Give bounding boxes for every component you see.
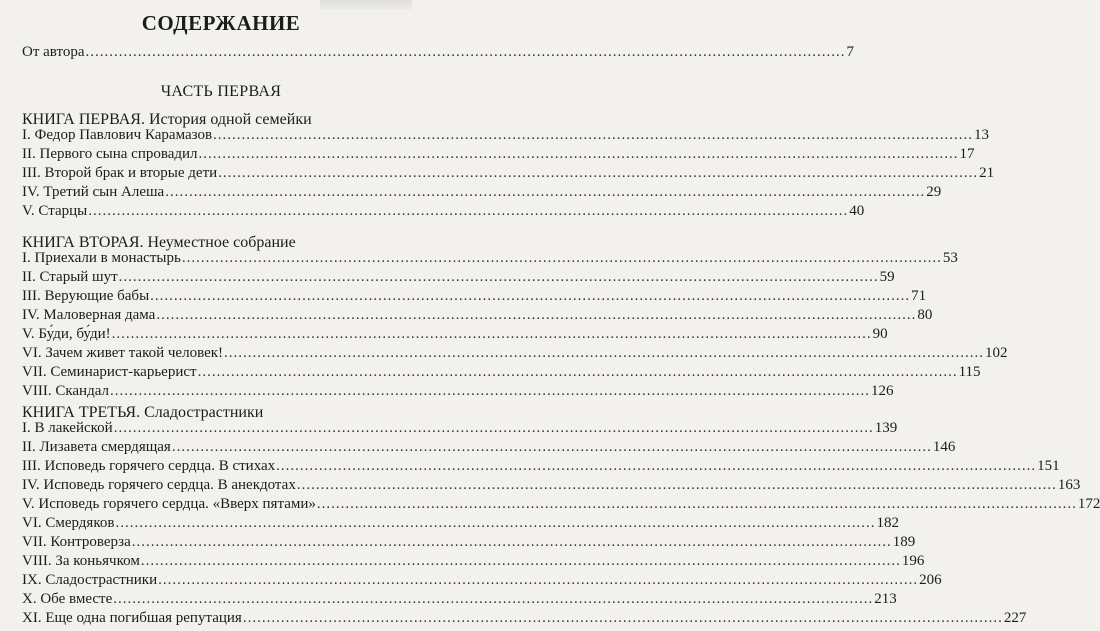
leader-dots: ................................................................................................................................................................ bbox=[113, 591, 874, 607]
toc-entry[interactable] bbox=[22, 572, 942, 592]
entry-label: VI. Смердяков bbox=[22, 515, 115, 531]
entry-label: VII. Контроверза bbox=[22, 534, 131, 550]
toc-entry[interactable] bbox=[22, 477, 1081, 497]
toc-entry[interactable] bbox=[22, 326, 888, 346]
toc-entry[interactable] bbox=[22, 553, 925, 573]
entry-label: IV. Третий сын Алеша bbox=[22, 184, 165, 200]
toc-entry[interactable] bbox=[22, 345, 1008, 365]
toc-entry[interactable] bbox=[22, 364, 981, 384]
entry-page: 59 bbox=[879, 269, 895, 285]
leader-dots: ................................................................................................................................................................ bbox=[150, 288, 911, 304]
toc-entry[interactable] bbox=[22, 439, 956, 459]
entry-page: 29 bbox=[926, 184, 942, 200]
entry-label: VII. Семинарист-карьерист bbox=[22, 364, 197, 380]
entry-page: 126 bbox=[870, 383, 894, 399]
entry-page: 146 bbox=[932, 439, 956, 455]
entry-label: I. Приехали в монастырь bbox=[22, 250, 181, 266]
entry-label: I. Федор Павлович Карамазов bbox=[22, 127, 213, 143]
entry-page: 90 bbox=[872, 326, 888, 342]
part-title: ЧАСТЬ ПЕРВАЯ bbox=[160, 83, 282, 100]
entry-label: V. Бу́ди, бу́ди! bbox=[22, 326, 111, 342]
leader-dots: ................................................................................................................................................................ bbox=[111, 326, 872, 342]
toc-entry[interactable] bbox=[22, 515, 899, 535]
leader-dots: ................................................................................................................................................................ bbox=[197, 364, 958, 380]
entry-label: II. Лизавета смердящая bbox=[22, 439, 171, 455]
entry-label: VIII. За коньячком bbox=[22, 553, 140, 569]
leader-dots: ................................................................................................................................................................ bbox=[158, 572, 919, 588]
leader-dots: ................................................................................................................................................................ bbox=[88, 203, 849, 219]
facing-page-edge bbox=[320, 0, 412, 10]
leader-dots: ................................................................................................................................................................ bbox=[115, 515, 876, 531]
toc-entry[interactable] bbox=[22, 534, 916, 554]
entry-label: III. Верующие бабы bbox=[22, 288, 150, 304]
leader-dots: ................................................................................................................................................................ bbox=[165, 184, 926, 200]
toc-entry[interactable] bbox=[22, 307, 933, 327]
entry-page: 7 bbox=[846, 44, 855, 60]
entry-page: 71 bbox=[911, 288, 927, 304]
toc-entry[interactable] bbox=[22, 591, 897, 611]
entry-label: IV. Маловерная дама bbox=[22, 307, 156, 323]
toc-entry[interactable] bbox=[22, 250, 958, 270]
entry-page: 213 bbox=[874, 591, 897, 607]
entry-page: 182 bbox=[876, 515, 899, 531]
toc-entry[interactable] bbox=[22, 610, 1027, 630]
entry-label: III. Второй брак и вторые дети bbox=[22, 165, 218, 181]
toc-entry[interactable] bbox=[22, 458, 1060, 478]
toc-entry[interactable] bbox=[22, 146, 975, 166]
entry-page: 227 bbox=[1003, 610, 1027, 626]
entry-page: 115 bbox=[958, 364, 981, 380]
toc-entry[interactable] bbox=[22, 496, 1100, 516]
entry-label: VI. Зачем живет такой человек! bbox=[22, 345, 224, 361]
book-heading: КНИГА ПЕРВАЯ. История одной семейки bbox=[22, 111, 312, 128]
leader-dots: ................................................................................................................................................................ bbox=[181, 250, 942, 266]
entry-page: 40 bbox=[849, 203, 865, 219]
entry-page: 53 bbox=[942, 250, 958, 266]
entry-page: 21 bbox=[979, 165, 995, 181]
book-heading: КНИГА ТРЕТЬЯ. Сладострастники bbox=[22, 404, 264, 421]
toc-entry[interactable] bbox=[22, 269, 895, 289]
toc-title: СОДЕРЖАНИЕ bbox=[141, 11, 301, 35]
toc-entry[interactable] bbox=[22, 184, 942, 204]
entry-page: 80 bbox=[917, 307, 933, 323]
leader-dots: ................................................................................................................................................................ bbox=[296, 477, 1057, 493]
leader-dots: ................................................................................................................................................................ bbox=[242, 610, 1003, 626]
leader-dots: ................................................................................................................................................................ bbox=[109, 383, 870, 399]
entry-page: 189 bbox=[892, 534, 916, 550]
entry-page: 102 bbox=[985, 345, 1008, 361]
leader-dots: ................................................................................................................................................................ bbox=[131, 534, 892, 550]
leader-dots: ................................................................................................................................................................ bbox=[171, 439, 932, 455]
entry-label: I. В лакейской bbox=[22, 420, 113, 436]
entry-label: VIII. Скандал bbox=[22, 383, 109, 399]
book-heading: КНИГА ВТОРАЯ. Неуместное собрание bbox=[22, 234, 296, 251]
toc-entry[interactable] bbox=[22, 420, 898, 440]
entry-page: 151 bbox=[1037, 458, 1060, 474]
toc-entry-preface[interactable] bbox=[22, 44, 855, 64]
toc-entry[interactable] bbox=[22, 288, 927, 308]
entry-label: III. Исповедь горячего сердца. В стихах bbox=[22, 458, 276, 474]
leader-dots: ................................................................................................................................................................ bbox=[224, 345, 985, 361]
leader-dots: ................................................................................................................................................................ bbox=[218, 165, 979, 181]
entry-page: 206 bbox=[919, 572, 942, 588]
entry-label: V. Старцы bbox=[22, 203, 88, 219]
leader-dots: ................................................................................................................................................................ bbox=[118, 269, 879, 285]
toc-entry[interactable] bbox=[22, 127, 990, 147]
leader-dots: ................................................................................................................................................................ bbox=[213, 127, 974, 143]
leader-dots: ................................................................................................................................................................ bbox=[85, 44, 846, 60]
leader-dots: ................................................................................................................................................................ bbox=[276, 458, 1037, 474]
entry-label: II. Первого сына спровадил bbox=[22, 146, 198, 162]
entry-page: 163 bbox=[1057, 477, 1081, 493]
entry-page: 172 bbox=[1077, 496, 1100, 512]
entry-label: V. Исповедь горячего сердца. «Вверх пятами» bbox=[22, 496, 316, 512]
leader-dots: ................................................................................................................................................................ bbox=[198, 146, 959, 162]
entry-label: От автора bbox=[22, 44, 85, 60]
entry-label: IV. Исповедь горячего сердца. В анекдотах bbox=[22, 477, 296, 493]
toc-page bbox=[22, 0, 1100, 631]
entry-label: IX. Сладострастники bbox=[22, 572, 158, 588]
leader-dots: ................................................................................................................................................................ bbox=[316, 496, 1077, 512]
entry-page: 196 bbox=[901, 553, 925, 569]
toc-entry[interactable] bbox=[22, 203, 865, 223]
toc-entry[interactable] bbox=[22, 383, 894, 403]
toc-entry[interactable] bbox=[22, 165, 995, 185]
leader-dots: ................................................................................................................................................................ bbox=[113, 420, 874, 436]
leader-dots: ................................................................................................................................................................ bbox=[140, 553, 901, 569]
entry-page: 17 bbox=[959, 146, 975, 162]
entry-page: 139 bbox=[874, 420, 898, 436]
entry-label: X. Обе вместе bbox=[22, 591, 113, 607]
entry-label: II. Старый шут bbox=[22, 269, 118, 285]
entry-label: XI. Еще одна погибшая репутация bbox=[22, 610, 242, 626]
leader-dots: ................................................................................................................................................................ bbox=[156, 307, 917, 323]
entry-page: 13 bbox=[974, 127, 990, 143]
